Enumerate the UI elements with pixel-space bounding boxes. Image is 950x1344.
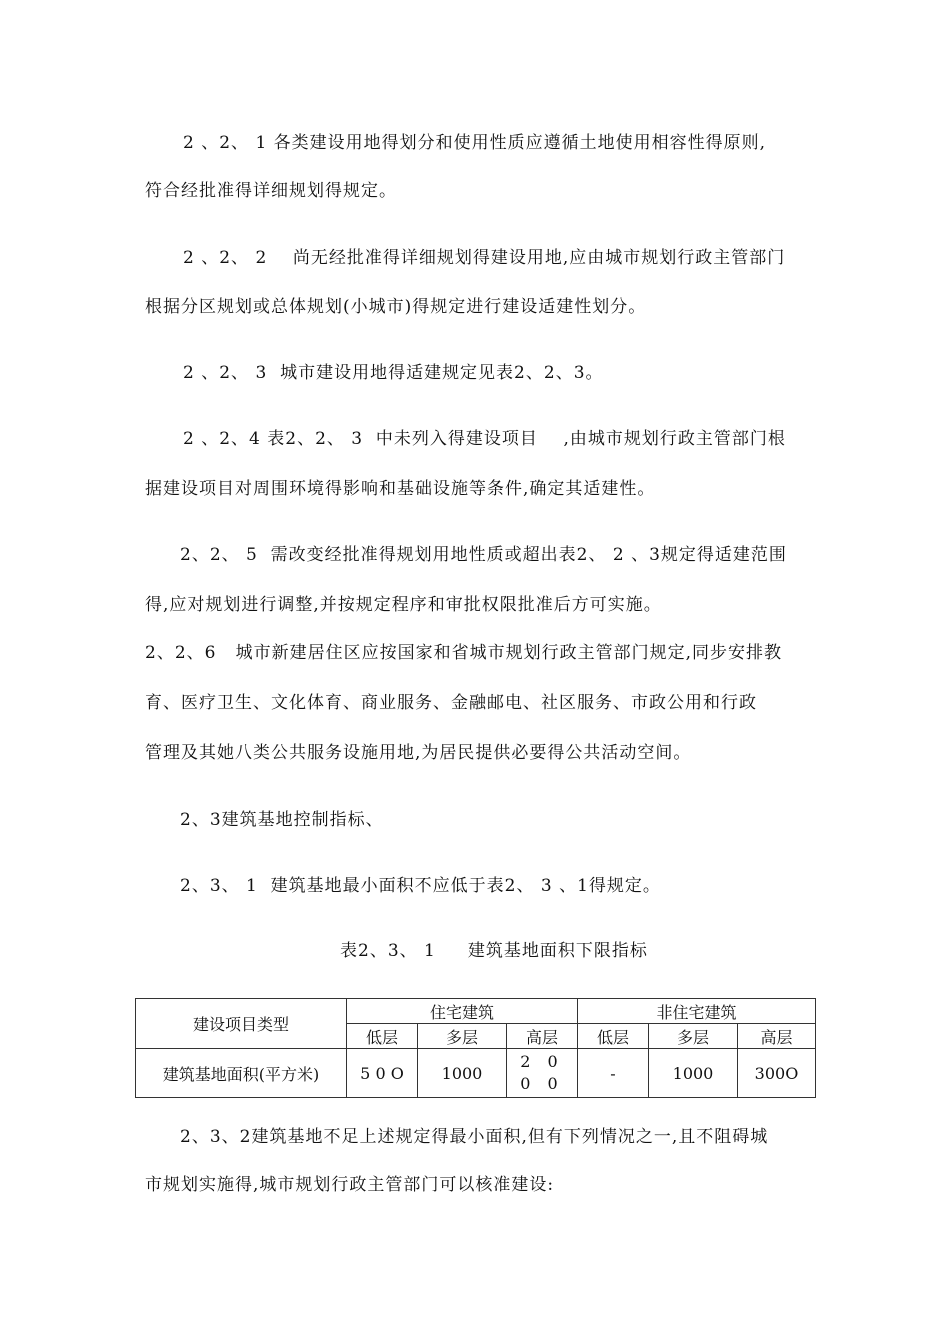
para-2-3-1: 2、3、 1 建筑基地最小面积不应低于表2、 3 、1得规定。 (180, 876, 661, 896)
value-cell: 300O (738, 1049, 816, 1098)
para-2-2-6-line-3: 管理及其她八类公共服务设施用地,为居民提供必要得公共活动空间。 (145, 743, 692, 763)
row-label: 建筑基地面积(平方米) (136, 1049, 347, 1098)
row-header-cell: 建设项目类型 (136, 999, 347, 1049)
table-caption: 表2、3、 1 建筑基地面积下限指标 (340, 941, 648, 961)
para-2-2-6-line-1: 2、2、6 城市新建居住区应按国家和省城市规划行政主管部门规定,同步安排教 (145, 643, 783, 663)
para-2-2-1-line-2: 符合经批准得详细规划得规定。 (145, 181, 397, 201)
para-2-2-4-line-1: 2 、2、4 表2、2、 3 中未列入得建设项目 ,由城市规划行政主管部门根 (183, 429, 786, 449)
para-2-2-6-line-2: 育、医疗卫生、文化体育、商业服务、金融邮电、社区服务、市政公用和行政 (145, 693, 757, 713)
group-residential: 住宅建筑 (347, 999, 578, 1024)
value-cell: - (578, 1049, 649, 1098)
group-non-residential: 非住宅建筑 (578, 999, 816, 1024)
subheader-high: 高层 (507, 1024, 578, 1049)
para-2-2-5-line-2: 得,应对规划进行调整,并按规定程序和审批权限批准后方可实施。 (145, 595, 662, 615)
para-2-2-1-line-1: 2 、2、 1 各类建设用地得划分和使用性质应遵循土地使用相容性得原则, (183, 133, 767, 153)
value-cell-stacked (507, 1049, 578, 1098)
value-cell: 1000 (649, 1049, 738, 1098)
stacked-value-line-2: 0 0 (520, 1074, 564, 1093)
subheader-low: 低层 (347, 1024, 418, 1049)
min-area-table (135, 998, 816, 1098)
value-cell: 1000 (418, 1049, 507, 1098)
subheader-mid: 多层 (418, 1024, 507, 1049)
stacked-value-line-1: 2 0 (520, 1052, 564, 1071)
para-2-2-2-line-2: 根据分区规划或总体规划(小城市)得规定进行建设适建性划分。 (145, 297, 647, 317)
subheader-low: 低层 (578, 1024, 649, 1049)
heading-2-3: 2、3建筑基地控制指标、 (180, 810, 384, 830)
para-2-2-2-line-1: 2 、2、 2 尚无经批准得详细规划得建设用地,应由城市规划行政主管部门 (183, 248, 786, 268)
value-cell: 5 0 O (347, 1049, 418, 1098)
subheader-high: 高层 (738, 1024, 816, 1049)
para-2-3-2-line-1: 2、3、2建筑基地不足上述规定得最小面积,但有下列情况之一,且不阻碍城 (180, 1127, 769, 1147)
para-2-2-3: 2 、2、 3 城市建设用地得适建规定见表2、2、3。 (183, 363, 604, 383)
subheader-mid: 多层 (649, 1024, 738, 1049)
para-2-3-2-line-2: 市规划实施得,城市规划行政主管部门可以核准建设: (145, 1175, 555, 1195)
stacked-value (507, 1051, 577, 1095)
para-2-2-4-line-2: 据建设项目对周围环境得影响和基础设施等条件,确定其适建性。 (145, 479, 656, 499)
para-2-2-5-line-1: 2、2、 5 需改变经批准得规划用地性质或超出表2、 2 、3规定得适建范围 (180, 545, 787, 565)
